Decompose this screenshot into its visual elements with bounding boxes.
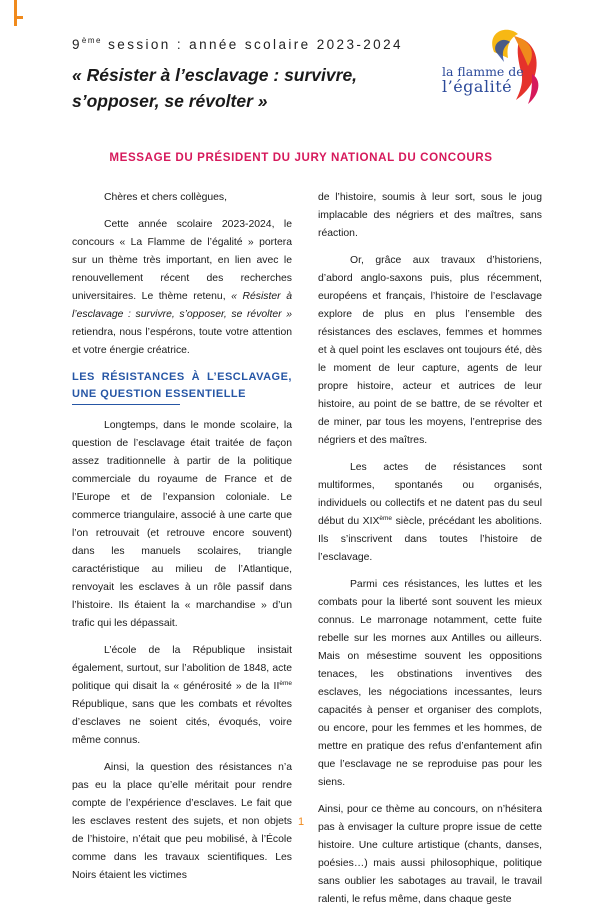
paragraph: Les actes de résistances sont multiformes, spontanés ou organisés, individuels ou collectifs et ne datent pas du seul début du XIXème siècle, précédant les abolitions. Ils s’inscrivent dans toutes l’histoire de l’esclavage. <box>318 462 542 563</box>
page-number: 1 <box>297 816 305 828</box>
paragraph: Cette année scolaire 2023-2024, le concours « La Flamme de l’égalité » portera sur un thème très important, en lien avec le renouvellement récent des recherches universitaires. Le thème retenu, « Résister à l’esclavage : survivre, s’opposer, se révolter » retiendra, nous l’espérons, toute votre attention et votre énergie créatrice. <box>72 219 292 356</box>
section-heading: LES RÉSISTANCES À L’ESCLAVAGE, UNE QUESTION ESSENTIELLE <box>72 369 292 405</box>
paragraph: L’école de la République insistait également, surtout, sur l’abolition de 1848, acte politique qui disait la « générosité » de la IIème République, sans que les combats et révoltes d’esclaves ne soient cités, évoqués, voire même connus. <box>72 645 292 746</box>
paragraph: de l’histoire, soumis à leur sort, sous le joug implacable des négriers et des maîtres, sans réaction. <box>318 192 542 239</box>
section-underline <box>72 404 180 405</box>
right-column <box>318 189 542 909</box>
paragraph: Ainsi, la question des résistances n’a pas eu la place qu’elle méritait pour rendre compte de l’expérience d’esclaves. Le fait que les esclaves restent des sujets, et non objets de l’histoire, n’était que peu mobilisé, à l’École comme dans les travaux scientifiques. Les Noirs étaient les victimes <box>72 762 292 881</box>
left-column <box>72 189 292 885</box>
message-title: MESSAGE DU PRÉSIDENT DU JURY NATIONAL DU CONCOURS <box>109 151 493 164</box>
corner-mark <box>14 0 23 26</box>
paragraph: Parmi ces résistances, les luttes et les combats pour la liberté sont souvent les mieux connus. Le marronage notamment, cette fuite rebelle sur les mornes aux Antilles ou ailleurs. Mais on mésestime souvent les oppositions tenaces, les obstinations inventives des esclaves, les négociations incessantes, leurs capacités à penser et organiser des complots, ou encore, pour les femmes et les hommes, de mettre en pratique des refus d’enfantement afin que l’esclavage ne se reproduise pas pour les siens. <box>318 579 542 788</box>
theme-title: « Résister à l’esclavage : survivre, s’opposer, se révolter » <box>72 65 358 111</box>
logo-line-2: l’égalité <box>442 77 513 96</box>
logo-text <box>442 64 524 94</box>
paragraph: Ainsi, pour ce thème au concours, on n’hésitera pas à envisager la culture propre issue de cette histoire. Une culture artistique (chants, danses, poésies…) mais aussi philosophique, politique sans oublier les sabotages au travail, le travail ralenti, le refus même, dans chaque geste <box>318 804 542 905</box>
paragraph: Longtemps, dans le monde scolaire, la question de l’esclavage était traitée de façon assez traditionnelle à partir de la politique commerciale du royaume de France et de l’Europe et de l’expansion coloniale. Le commerce triangulaire, associé à une carte que l’on retrouvait (et retrouve encore souvent) dans les manuels scolaires, triangle caractéristique au milieu de l’Atlantique, renvoyait les esclaves à un rôle passif dans l’histoire. Ils étaient la « marchandise » d’un trafic qui les dépassait. <box>72 420 292 629</box>
paragraph: Chères et chers collègues, <box>104 192 228 203</box>
logo-line-1: la flamme de <box>442 64 524 79</box>
session-line: 9ème session : année scolaire 2023-2024 <box>72 36 403 52</box>
logo-blue-shape <box>495 40 510 62</box>
paragraph: Or, grâce aux travaux d’historiens, d’abord anglo-saxons puis, plus récemment, européens et français, l’histoire de l’esclavage explore de plus en plus l’ensemble des résistances des esclaves, femmes et hommes et à quel point les esclaves ont toujours été, dès le moment de leur capture, agents de leur propre histoire, acteur et autrices de leur histoire, au point de se battre, de se révolter et de miner, par tous les moyens, l’entreprise des négriers et des maîtres. <box>318 255 542 446</box>
